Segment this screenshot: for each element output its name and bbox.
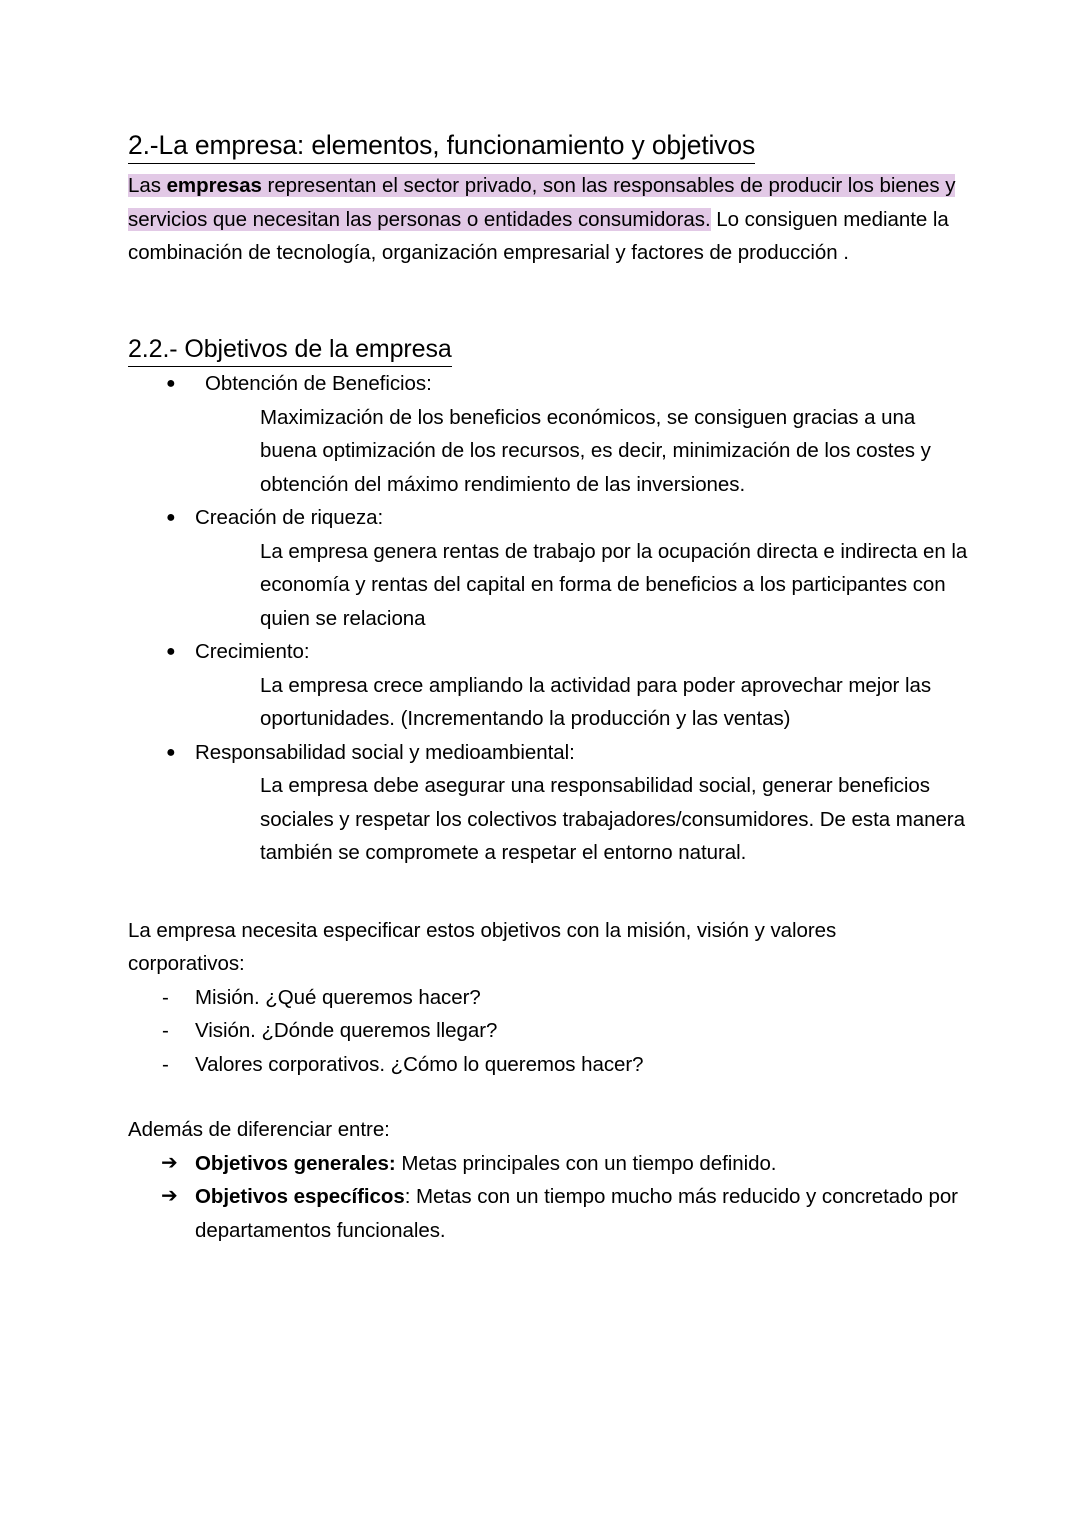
objective-label: Obtención de Beneficios:	[205, 372, 432, 396]
list-item-label: Valores corporativos. ¿Cómo lo queremos hacer?	[195, 1052, 644, 1076]
objective-types-list	[128, 1147, 970, 1248]
list-item	[128, 736, 970, 870]
intro-highlight-rest: representan el sector privado, son las responsables de producir los bienes y servicios que necesitan las personas o entidades consumidoras.	[128, 174, 956, 231]
objective-detail: La empresa genera rentas de trabajo por la ocupación directa e indirecta en la economía y rentas del capital en forma de beneficios a los participantes con quien se relaciona	[260, 539, 968, 630]
section-heading-objetivos: 2.2.- Objetivos de la empresa	[128, 333, 452, 368]
list-item	[128, 1147, 970, 1181]
corporate-intro-paragraph: La empresa necesita especificar estos objetivos con la misión, visión y valores corporativos:	[128, 918, 837, 976]
objectives-list	[128, 367, 970, 870]
list-item	[128, 1014, 970, 1048]
list-item	[128, 635, 970, 736]
dash-icon: -	[162, 985, 169, 1009]
list-item	[128, 501, 970, 635]
list-item	[128, 1180, 970, 1247]
differentiate-intro-paragraph: Además de diferenciar entre:	[128, 1118, 390, 1142]
objective-label-row	[128, 501, 970, 535]
bullet-icon: ●	[166, 509, 176, 527]
objective-detail: La empresa debe asegurar una responsabilidad social, generar beneficios sociales y respetar los colectivos trabajadores/consumidores. De esta manera también se compromete a respetar el entorno natural.	[260, 774, 965, 865]
objective-type-label: Objetivos específicos	[195, 1185, 405, 1209]
sub-heading-wrapper	[128, 333, 970, 368]
objective-label-row	[128, 367, 970, 401]
objective-type-text: : Metas con un tiempo mucho más reducido y concretado por departamentos funcionales.	[195, 1185, 958, 1242]
spacer	[128, 1081, 970, 1113]
list-item-label: Visión. ¿Dónde queremos llegar?	[195, 1019, 498, 1043]
objective-label: Responsabilidad social y medioambiental:	[195, 740, 575, 764]
dash-icon: -	[162, 1019, 169, 1043]
spacer	[128, 270, 970, 333]
objective-label-row	[128, 635, 970, 669]
list-item-label: Misión. ¿Qué queremos hacer?	[195, 985, 481, 1009]
intro-paragraph	[128, 169, 958, 270]
objective-type-text: Metas principales con un tiempo definido.	[395, 1151, 777, 1175]
bullet-icon: ●	[166, 743, 176, 761]
objective-detail: La empresa crece ampliando la actividad para poder aprovechar mejor las oportunidades. (Incrementando la producción y las ventas)	[260, 673, 932, 731]
bullet-icon: ●	[166, 375, 176, 393]
page-title: 2.-La empresa: elementos, funcionamiento y objetivos	[128, 128, 755, 164]
intro-lead: Las	[128, 174, 167, 198]
objective-label-row	[128, 736, 970, 770]
intro-tail: Lo consiguen mediante la combinación de tecnología, organización empresarial y factores de producción .	[128, 207, 949, 265]
main-heading-wrapper	[128, 128, 970, 164]
list-item	[128, 981, 970, 1015]
corporate-values-list	[128, 981, 970, 1082]
intro-bold-term: empresas	[166, 174, 262, 198]
dash-icon: -	[162, 1052, 169, 1076]
objective-detail: Maximización de los beneficios económicos, se consiguen gracias a una buena optimización de los recursos, es decir, minimización de los costes y obtención del máximo rendimiento de las inversiones.	[260, 405, 931, 496]
list-item	[128, 1048, 970, 1082]
bullet-icon: ●	[166, 643, 176, 661]
arrow-right-icon: ➔	[161, 1185, 178, 1208]
list-item	[128, 367, 970, 501]
objective-type-label: Objetivos generales:	[195, 1151, 396, 1175]
objective-label: Crecimiento:	[195, 640, 310, 664]
objective-label: Creación de riqueza:	[195, 506, 384, 530]
spacer	[128, 870, 970, 914]
arrow-right-icon: ➔	[161, 1151, 178, 1174]
